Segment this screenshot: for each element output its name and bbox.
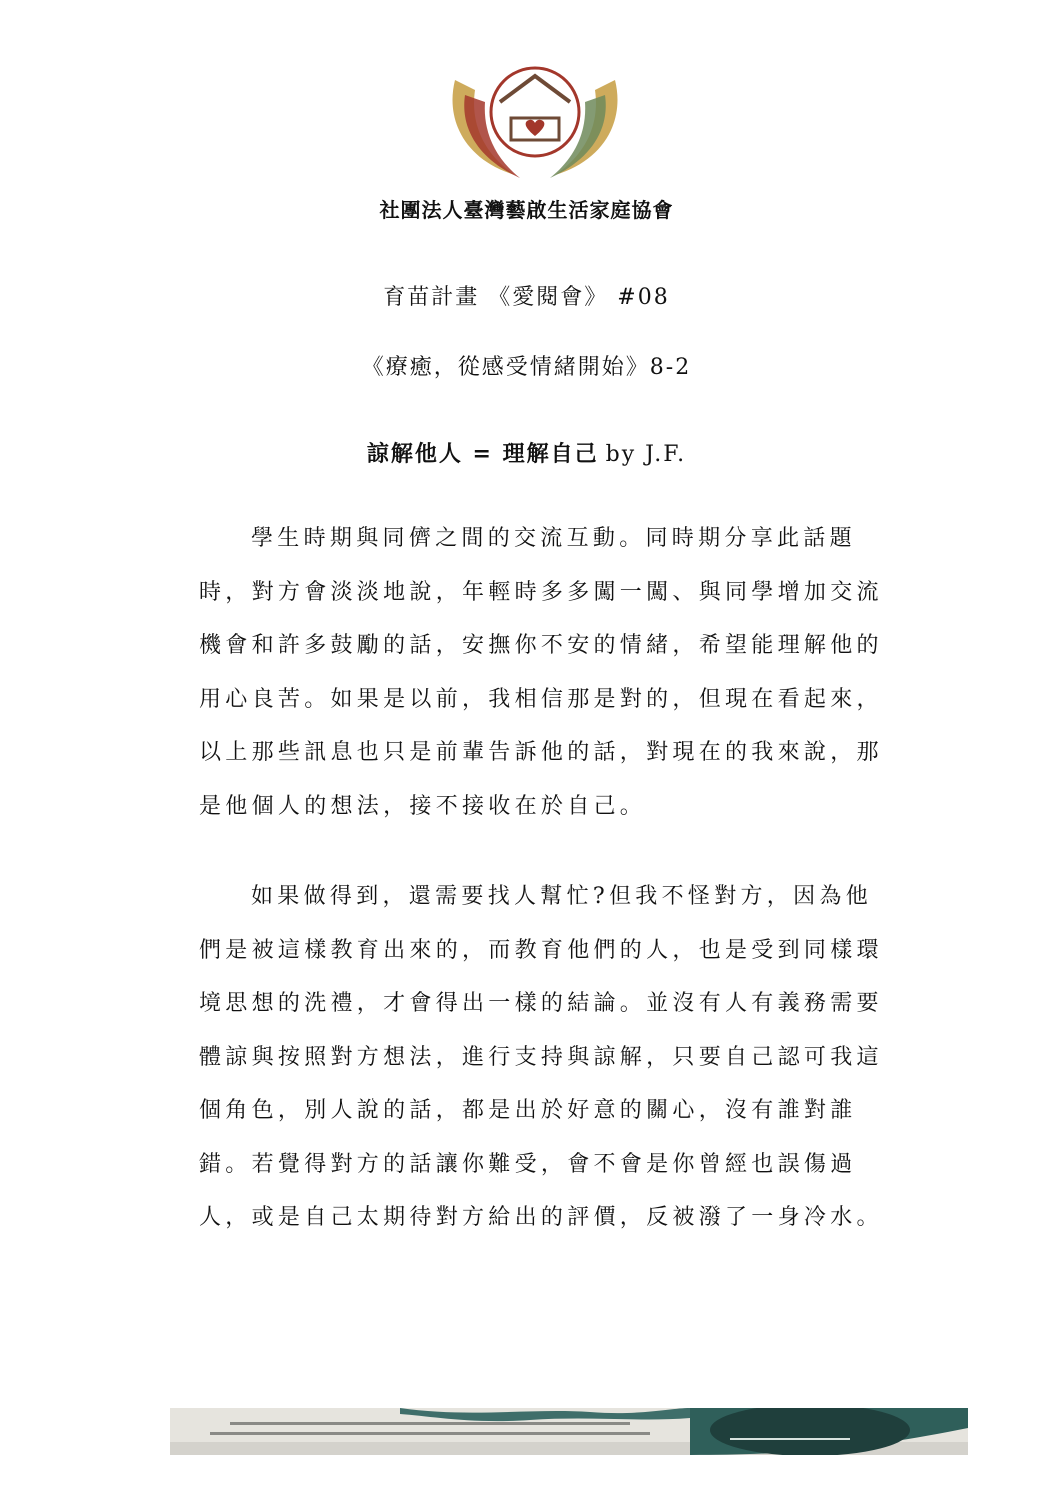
book-line: 《療癒，從感受情緒開始》8-2 (361, 355, 692, 380)
book-cover-graphic (170, 1408, 968, 1455)
paragraph-2: 如果做得到，還需要找人幫忙?但我不怪對方，因為他們是被這樣教育出來的，而教育他們的人，也是受到同樣環境思想的洗禮，才會得出一樣的結論。並沒有人有義務需要體諒與按照對方想法，進行支持與諒解，只要自己認可我這個角色，別人說的話，都是出於好意的關心，沒有誰對誰錯。若覺得對方的話讓你難受，會不會是你曾經也誤傷過人，或是自己太期待對方給出的評價，反被潑了一身冷水。 (199, 884, 883, 1230)
paragraph-1: 學生時期與同儕之間的交流互動。同時期分享此話題時，對方會淡淡地說，年輕時多多闖一闖、與同學增加交流機會和許多鼓勵的話，安撫你不安的情緒，希望能理解他的用心良苦。如果是以前，我相信那是對的，但現在看起來，以上那些訊息也只是前輩告訴他的話，對現在的我來說，那是他個人的想法，接不接收在於自己。 (199, 526, 883, 819)
article-author: by J.F. (605, 442, 687, 467)
article-title-text: 諒解他人 = 理解自己 (366, 441, 599, 467)
organization-name: 社團法人臺灣藝啟生活家庭協會 (379, 198, 674, 222)
logo-graphic (445, 40, 625, 190)
article-title (0, 437, 1053, 468)
book-cover-strip (170, 1408, 968, 1455)
series-line: 育苗計畫 《愛閱會》 #08 (383, 285, 670, 310)
organization-logo (445, 40, 625, 190)
